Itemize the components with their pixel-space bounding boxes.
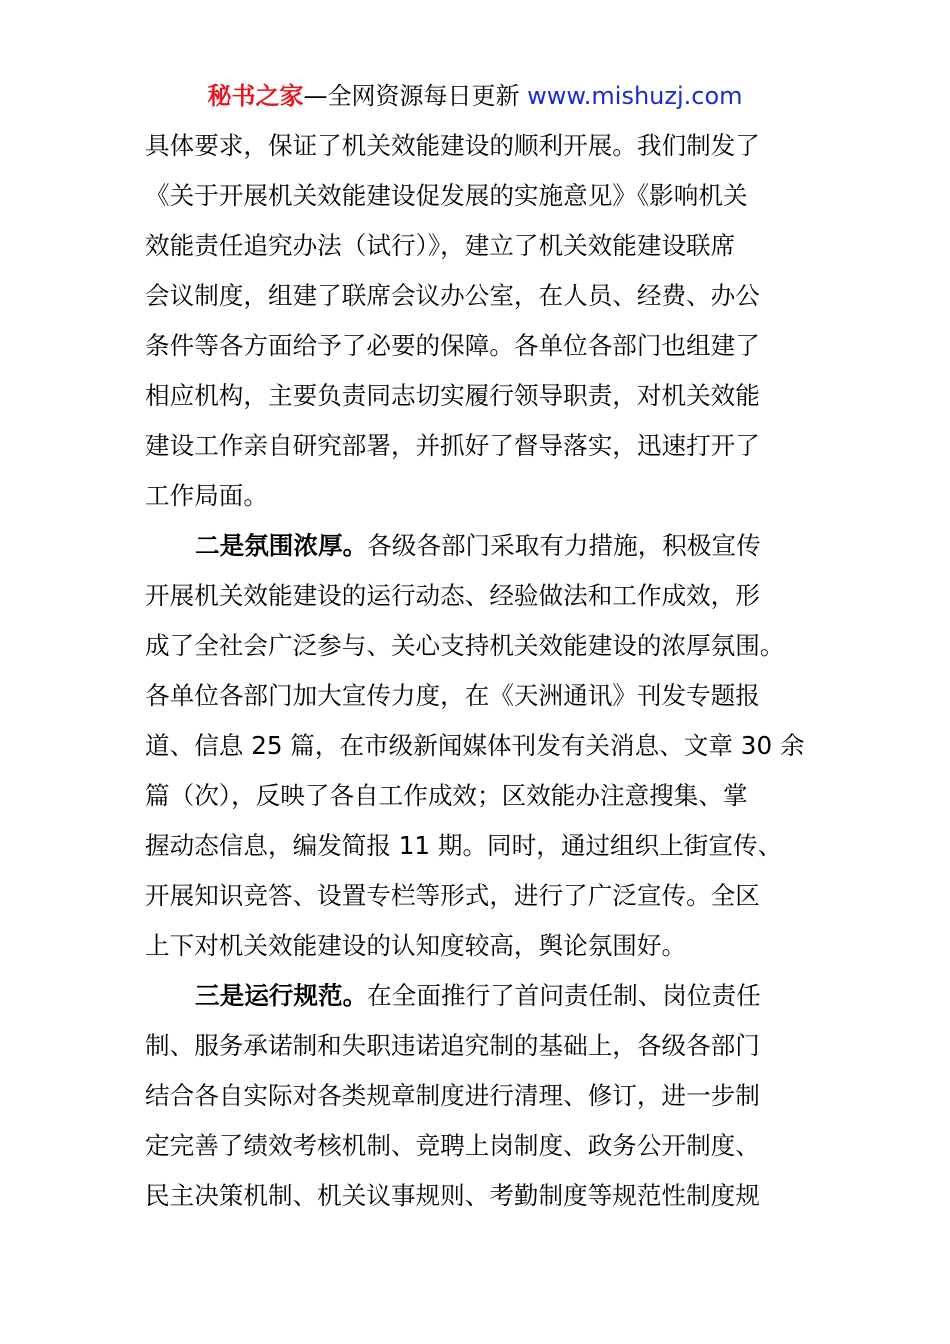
- text-line: 条件等各方面给予了必要的保障。各单位各部门也组建了: [145, 331, 760, 360]
- text-line: 制、服务承诺制和失职违诺追究制的基础上，各级各部门: [145, 1031, 760, 1060]
- paragraph-2-text: 各级各部门采取有力措施，积极宣传: [367, 531, 761, 560]
- paragraph-3-text: 在全面推行了首问责任制、岗位责任: [367, 981, 761, 1010]
- paragraph-2-lead: 二是氛围浓厚。: [195, 531, 368, 560]
- text-line: 各单位各部门加大宣传力度，在《天洲通讯》刊发专题报: [145, 681, 760, 710]
- text-line: 民主决策机制、机关议事规则、考勤制度等规范性制度规: [145, 1181, 760, 1210]
- text-line: 效能责任追究办法（试行）》，建立了机关效能建设联席: [145, 231, 736, 260]
- site-header: [0, 80, 950, 112]
- text-line: 结合各自实际对各类规章制度进行清理、修订，进一步制: [145, 1081, 760, 1110]
- text-line: 定完善了绩效考核机制、竞聘上岗制度、政务公开制度、: [145, 1131, 760, 1160]
- paragraph-3-lead: 三是运行规范。: [195, 981, 368, 1010]
- text-line: 道、信息 25 篇，在市级新闻媒体刊发有关消息、文章 30 余: [145, 731, 805, 760]
- site-url-link[interactable]: www.mishuzj.com: [527, 82, 743, 110]
- text-line: 握动态信息，编发简报 11 期。同时，通过组织上街宣传、: [145, 831, 783, 860]
- text-line: 开展知识竞答、设置专栏等形式，进行了广泛宣传。全区: [145, 881, 760, 910]
- text-line: 篇（次），反映了各自工作成效；区效能办注意搜集、掌: [145, 781, 748, 810]
- text-line: 会议制度，组建了联席会议办公室，在人员、经费、办公: [145, 281, 760, 310]
- text-line: 成了全社会广泛参与、关心支持机关效能建设的浓厚氛围。: [145, 631, 785, 660]
- text-line: 相应机构，主要负责同志切实履行领导职责，对机关效能: [145, 381, 760, 410]
- site-brand: 秘书之家: [207, 82, 304, 110]
- text-line: 《关于开展机关效能建设促发展的实施意见》《影响机关: [145, 181, 748, 210]
- document-body: [145, 121, 815, 1221]
- site-tagline: —全网资源每日更新: [303, 82, 520, 110]
- text-line: 工作局面。: [145, 481, 268, 510]
- paragraph-2-first-line: [145, 521, 815, 571]
- text-line: 上下对机关效能建设的认知度较高，舆论氛围好。: [145, 931, 687, 960]
- paragraph-3-first-line: [145, 971, 815, 1021]
- text-line: 建设工作亲自研究部署，并抓好了督导落实，迅速打开了: [145, 431, 760, 460]
- text-line: 开展机关效能建设的运行动态、经验做法和工作成效，形: [145, 581, 760, 610]
- text-line: 具体要求，保证了机关效能建设的顺利开展。我们制发了: [145, 131, 760, 160]
